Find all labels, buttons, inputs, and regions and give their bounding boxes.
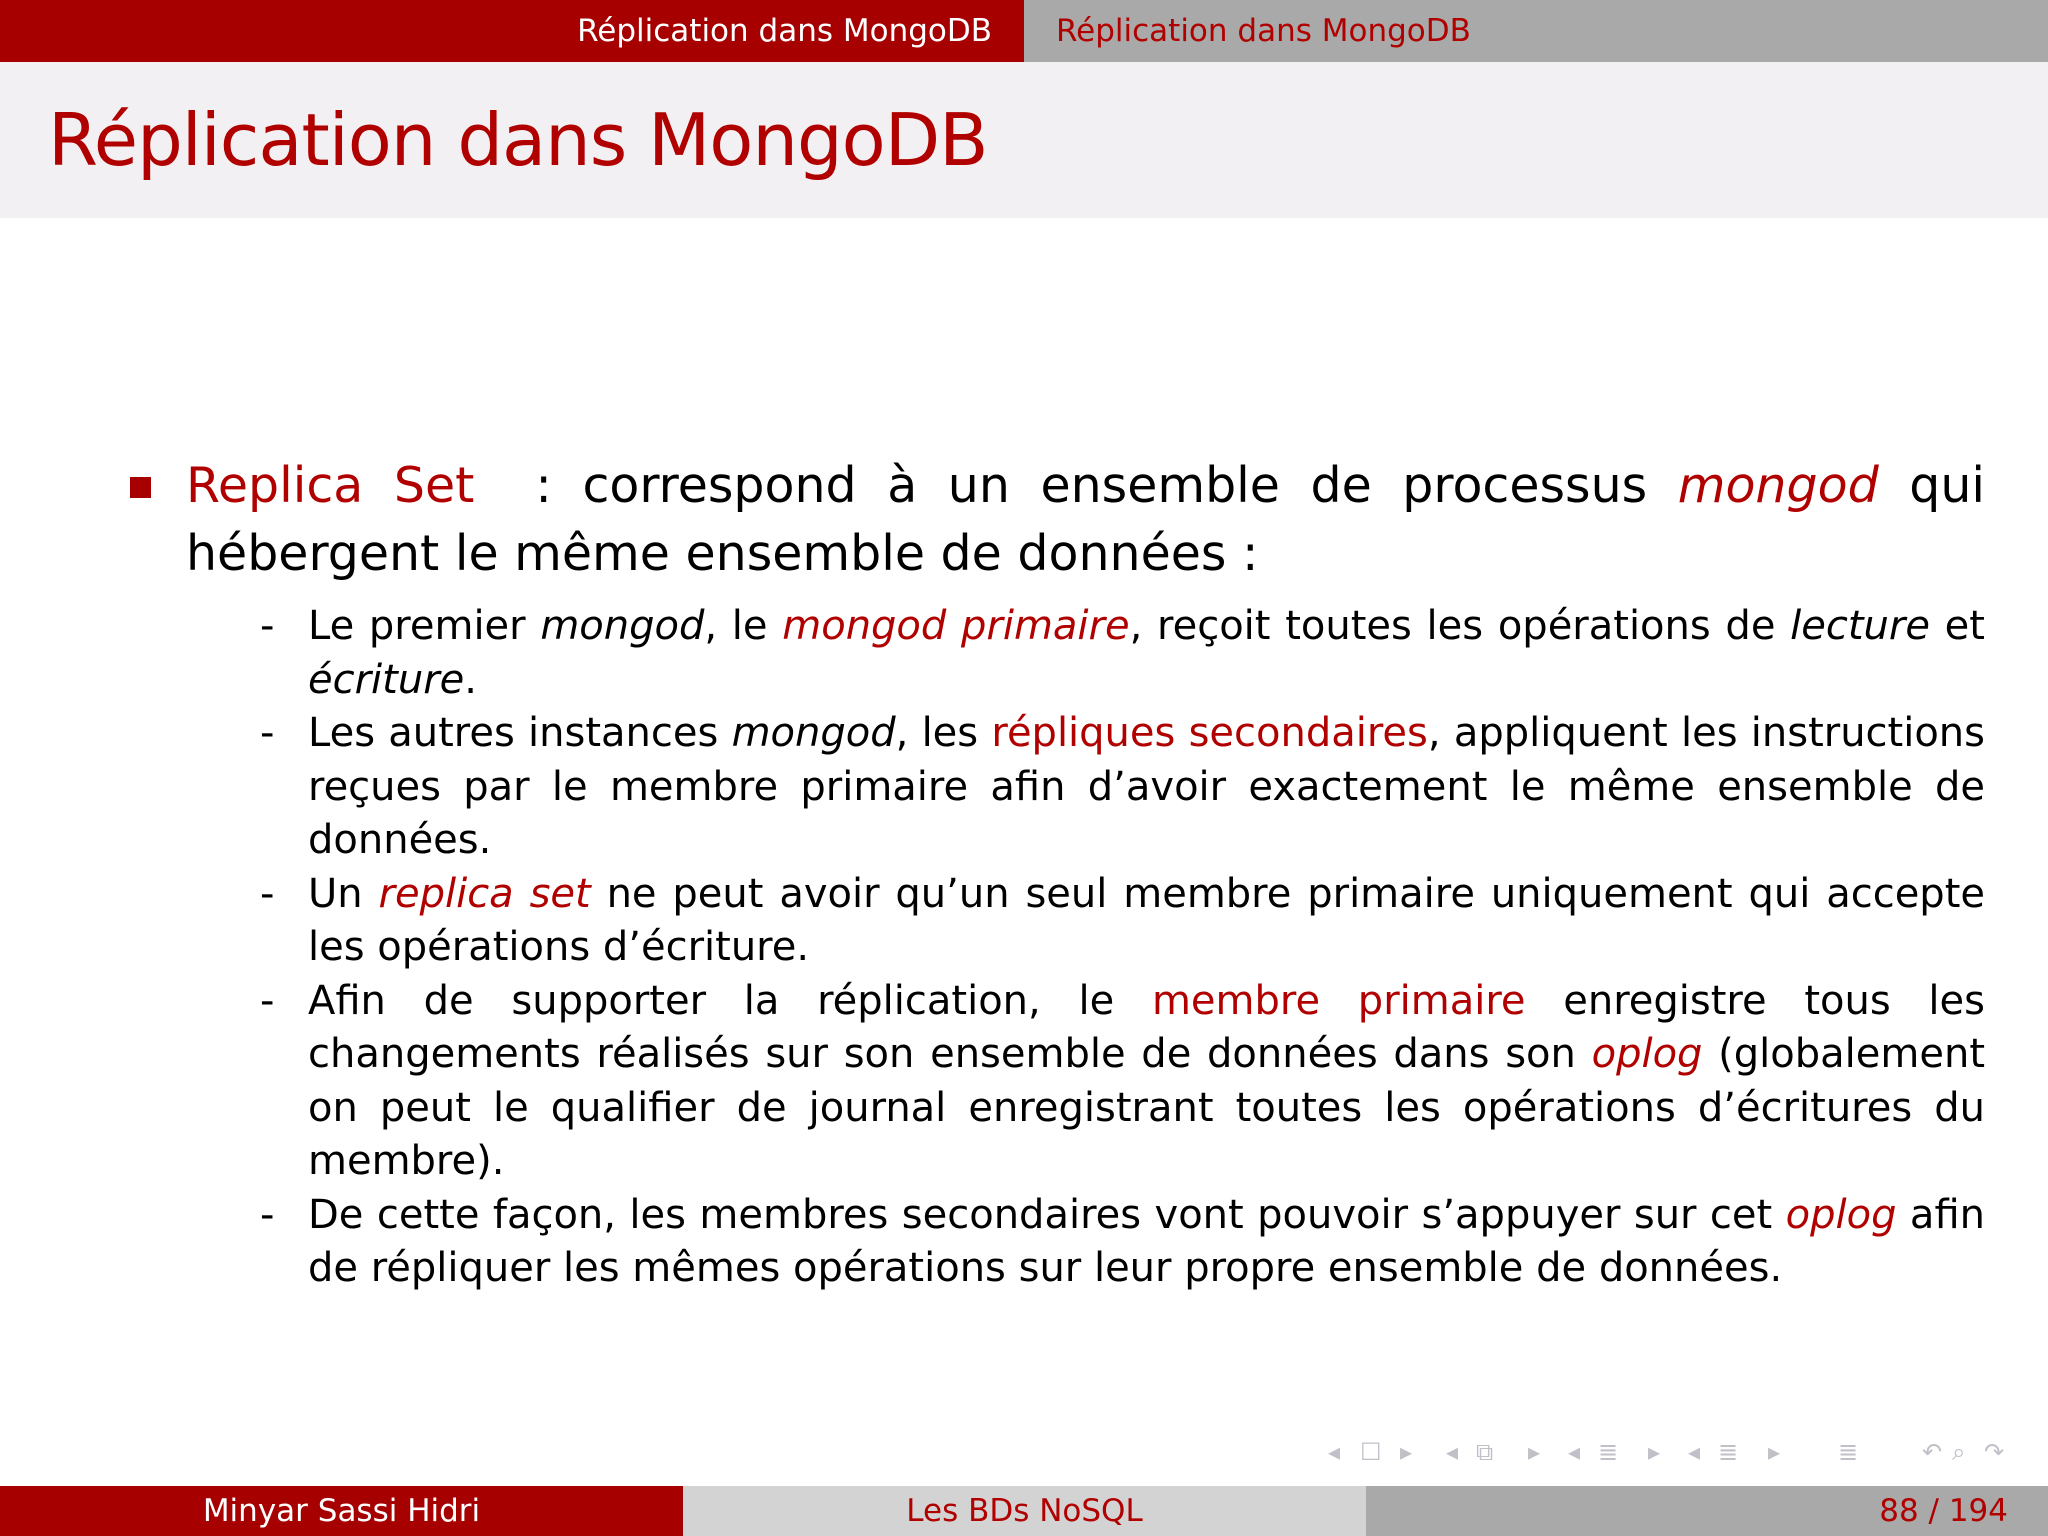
text-part: Un xyxy=(308,870,379,917)
text-part: et xyxy=(1929,603,1985,649)
dash-bullet: - xyxy=(260,870,275,917)
section-link-current[interactable]: Réplication dans MongoDB xyxy=(0,0,1024,62)
section-navigation-bar xyxy=(0,0,2048,62)
footer-author: Minyar Sassi Hidri xyxy=(0,1486,683,1536)
text-part: , les xyxy=(895,710,992,756)
list-item xyxy=(130,707,1985,868)
sub-bullet-list xyxy=(130,600,1985,1296)
text-part: ne peut avoir qu’un seul membre primaire uniquement qui accepte les opérations d’écriture. xyxy=(308,870,1985,970)
text-part: , reçoit toutes les opérations de xyxy=(1129,603,1791,649)
list-item xyxy=(130,975,1985,1189)
highlight-term: replica set xyxy=(378,870,591,917)
text-part: . xyxy=(464,656,477,703)
toc-icon[interactable]: ≣ xyxy=(1838,1438,1859,1466)
dash-bullet: - xyxy=(260,977,275,1024)
next-document-icon[interactable]: ▸ xyxy=(1768,1438,1781,1466)
text-part: De cette façon, les membres secondaires vont pouvoir s’appuyer sur cet xyxy=(308,1191,1786,1238)
text-part: , appliquent les instructions reçues par le membre primaire afin d’avoir exactement le même ensemble de données. xyxy=(308,710,1985,863)
highlight-term: mongod primaire xyxy=(782,603,1130,649)
back-icon[interactable]: ↶ xyxy=(1922,1438,1943,1466)
subsection-icon[interactable]: ⧉ xyxy=(1476,1438,1494,1466)
emphasis-text: mongod xyxy=(540,603,705,649)
highlight-term: oplog xyxy=(1591,1031,1703,1077)
next-section-icon[interactable]: ▸ xyxy=(1648,1438,1661,1466)
list-item xyxy=(130,1189,1985,1296)
slide-title: Réplication dans MongoDB xyxy=(48,98,988,182)
term-mongod: mongod xyxy=(1677,457,1879,514)
search-icon[interactable]: ⌕ xyxy=(1952,1438,1966,1466)
footer-title: Les BDs NoSQL xyxy=(683,1486,1366,1536)
document-icon[interactable]: ≣ xyxy=(1718,1438,1739,1466)
emphasis-text: lecture xyxy=(1790,603,1930,649)
beamer-navigation-symbols xyxy=(1320,1438,2030,1472)
prev-document-icon[interactable]: ◂ xyxy=(1688,1438,1701,1466)
term-replica-set: Replica Set xyxy=(186,457,475,514)
footer-bar xyxy=(0,1486,2048,1536)
emphasis-text: mongod xyxy=(731,710,896,756)
text-part: enregistre tous les changements réalisés sur son ensemble de données dans son xyxy=(308,977,1985,1077)
main-text-part: : correspond à un ensemble de processus xyxy=(474,457,1678,514)
text-part: afin de répliquer les mêmes opérations sur leur propre ensemble de données. xyxy=(308,1191,1985,1291)
emphasis-text: écriture xyxy=(308,656,465,703)
text-part: (globalement on peut le qualifier de journal enregistrant toutes les opérations d’écritures du membre). xyxy=(308,1031,1985,1184)
text-part: Les autres instances xyxy=(308,710,732,756)
dash-bullet: - xyxy=(260,1191,275,1238)
text-part: Afin de supporter la réplication, le xyxy=(308,977,1152,1024)
frame-icon[interactable]: ☐ xyxy=(1360,1438,1382,1466)
frame-title-bar xyxy=(0,62,2048,218)
next-subsection-icon[interactable]: ▸ xyxy=(1528,1438,1541,1466)
prev-subsection-icon[interactable]: ◂ xyxy=(1446,1438,1459,1466)
prev-frame-icon[interactable]: ◂ xyxy=(1328,1438,1341,1466)
text-part: , le xyxy=(704,603,783,649)
list-item xyxy=(130,600,1985,707)
next-frame-icon[interactable]: ▸ xyxy=(1400,1438,1413,1466)
slide-content xyxy=(130,452,1985,1296)
forward-icon[interactable]: ↷ xyxy=(1984,1438,2005,1466)
dash-bullet: - xyxy=(260,710,275,756)
highlight-term: oplog xyxy=(1785,1191,1897,1238)
dash-bullet: - xyxy=(260,603,275,649)
list-item xyxy=(130,868,1985,975)
highlight-term: membre primaire xyxy=(1151,977,1526,1024)
highlight-term: répliques secondaires xyxy=(991,710,1428,756)
subsection-link-current[interactable]: Réplication dans MongoDB xyxy=(1024,0,2048,62)
prev-section-icon[interactable]: ◂ xyxy=(1568,1438,1581,1466)
section-icon[interactable]: ≣ xyxy=(1598,1438,1619,1466)
main-bullet-item xyxy=(130,452,1985,588)
text-part: Le premier xyxy=(308,603,541,649)
footer-page-number: 88 / 194 xyxy=(1366,1486,2048,1536)
square-bullet-icon xyxy=(130,477,151,498)
main-text-part: qui hébergent le même ensemble de données : xyxy=(186,457,1985,582)
